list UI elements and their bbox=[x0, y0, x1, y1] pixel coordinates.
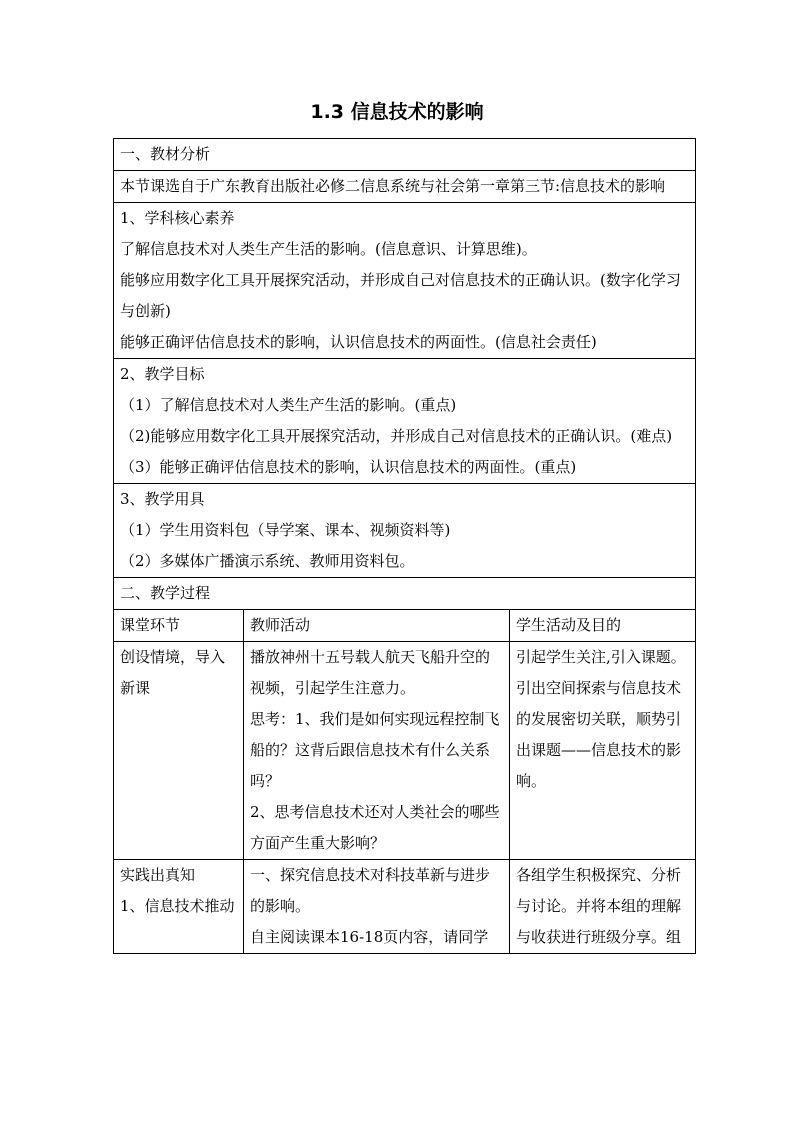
column-header: 课堂环节 bbox=[114, 610, 244, 642]
tools-cell bbox=[114, 484, 696, 578]
section-heading-row bbox=[114, 359, 696, 484]
process-header-row bbox=[114, 610, 696, 642]
student-cell bbox=[510, 642, 696, 860]
section-heading-row bbox=[114, 203, 696, 359]
objective-line: （2)能够应用数字化工具开展探究活动，并形成自己对信息技术的正确认识。(难点) bbox=[120, 427, 673, 445]
objectives-cell bbox=[114, 359, 696, 484]
stage-text: 创设情境，导入新课 bbox=[120, 648, 226, 697]
student-cell bbox=[510, 860, 696, 954]
section-body-row bbox=[114, 171, 696, 203]
process-row bbox=[114, 860, 696, 954]
student-text: 引起学生关注,引入课题。引出空间探索与信息技术的发展密切关联，顺势引出课题——信息技术的影响。 bbox=[516, 648, 686, 790]
stage-text: 实践出真知 bbox=[120, 866, 196, 884]
literacy-line: 了解信息技术对人类生产生活的影响。(信息意识、计算思维)。 bbox=[120, 240, 537, 258]
section-heading: 二、教学过程 bbox=[114, 578, 696, 610]
teacher-cell bbox=[244, 860, 510, 954]
objective-line: （1）了解信息技术对人类生产生活的影响。(重点) bbox=[120, 396, 457, 414]
tool-line: （1）学生用资料包（导学案、课本、视频资料等) bbox=[120, 521, 451, 539]
teacher-text: 思考：1、我们是如何实现远程控制飞船的？这背后跟信息技术有什么关系吗？ bbox=[250, 710, 500, 790]
teacher-text: 播放神州十五号载人航天飞船升空的视频，引起学生注意力。 bbox=[250, 648, 491, 697]
column-header: 学生活动及目的 bbox=[510, 610, 696, 642]
section-heading-row bbox=[114, 139, 696, 171]
section-text: 本节课选自于广东教育出版社必修二信息系统与社会第一章第三节:信息技术的影响 bbox=[114, 171, 696, 203]
tool-line: （2）多媒体广播演示系统、教师用资料包。 bbox=[120, 552, 415, 570]
student-text: 各组学生积极探究、分析与讨论。并将本组的理解与收获进行班级分享。组 bbox=[516, 866, 682, 946]
objective-line: （3）能够正确评估信息技术的影响，认识信息技术的两面性。(重点) bbox=[120, 458, 577, 476]
section-heading: 2、教学目标 bbox=[120, 365, 205, 383]
teacher-cell bbox=[244, 642, 510, 860]
lesson-plan-table bbox=[113, 138, 696, 954]
teacher-text: 一、探究信息技术对科技革新与进步的影响。 bbox=[250, 866, 491, 915]
process-row bbox=[114, 642, 696, 860]
teacher-text: 自主阅读课本16-18页内容，请同学 bbox=[250, 928, 489, 946]
section-heading-row bbox=[114, 484, 696, 578]
literacy-cell bbox=[114, 203, 696, 359]
document-title: 1.3 信息技术的影响 bbox=[310, 101, 484, 123]
section-heading: 一、教材分析 bbox=[114, 139, 696, 171]
stage-cell bbox=[114, 642, 244, 860]
section-heading: 3、教学用具 bbox=[120, 490, 205, 508]
section-heading: 1、学科核心素养 bbox=[120, 209, 235, 227]
literacy-line: 能够应用数字化工具开展探究活动，并形成自己对信息技术的正确认识。(数字化学习与创新) bbox=[120, 271, 681, 320]
column-header: 教师活动 bbox=[244, 610, 510, 642]
literacy-line: 能够正确评估信息技术的影响，认识信息技术的两面性。(信息社会责任) bbox=[120, 333, 597, 351]
teacher-text: 2、思考信息技术还对人类社会的哪些方面产生重大影响？ bbox=[250, 803, 500, 852]
stage-cell bbox=[114, 860, 244, 954]
stage-text: 1、信息技术推动 bbox=[120, 897, 235, 915]
section-heading-row bbox=[114, 578, 696, 610]
